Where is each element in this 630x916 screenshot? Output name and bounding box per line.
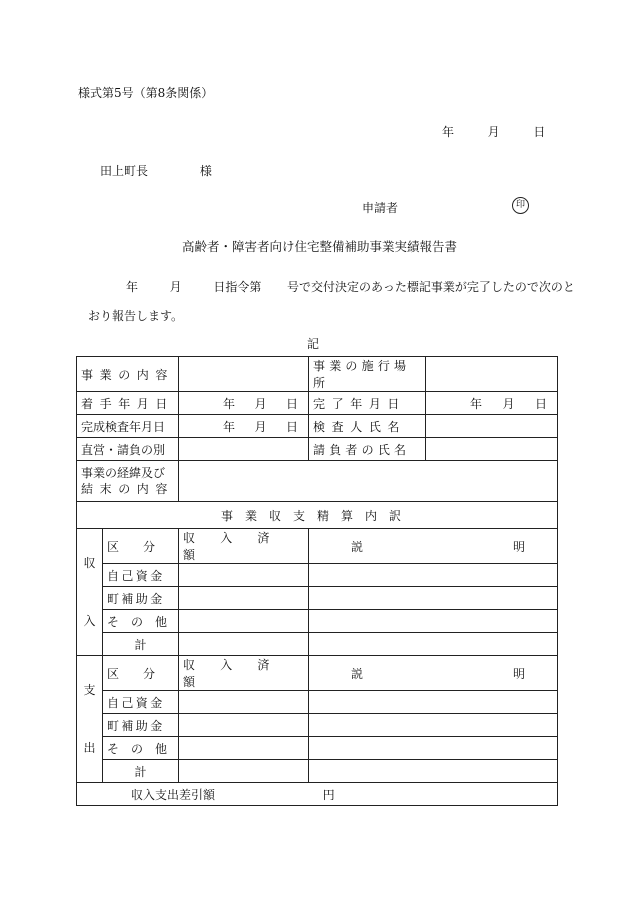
addressee-honorific: 様 — [199, 164, 212, 178]
table-row — [77, 564, 558, 587]
expense-amount-cell[interactable] — [179, 760, 309, 783]
section-title: 事業収支精算内訳 — [77, 502, 558, 529]
expense-desc-cell[interactable] — [309, 714, 558, 737]
label-history: 事業の経緯及び 結末の内容 — [77, 461, 179, 502]
table-row — [77, 357, 558, 392]
label-direct-or-contract: 直営・請負の別 — [77, 438, 179, 461]
label-inspector-name: 検査人氏名 — [309, 415, 426, 438]
table-row — [77, 691, 558, 714]
income-row-label: 町補助金 — [103, 587, 179, 610]
income-amount-cell[interactable] — [179, 564, 309, 587]
label-completion-date: 完了年月日 — [309, 392, 426, 415]
body-line-2: おり報告します。 — [88, 309, 184, 323]
table-row — [77, 656, 558, 691]
table-row — [77, 529, 558, 564]
income-side-label: 収 入 — [77, 529, 103, 656]
input-inspection-date[interactable]: 年 月 日 — [179, 415, 309, 438]
form-number: 様式第5号（第8条関係） — [78, 86, 214, 100]
body-text: 号で交付決定のあった標記事業が完了したので次のと — [287, 280, 575, 294]
input-direct-or-contract[interactable] — [179, 438, 309, 461]
table-row — [77, 587, 558, 610]
table-row — [77, 783, 558, 806]
date-day: 日 — [533, 125, 546, 139]
expense-desc-cell[interactable] — [309, 760, 558, 783]
balance-unit: 円 — [322, 787, 335, 802]
income-amount-cell[interactable] — [179, 633, 309, 656]
document-title: 高齢者・障害者向け住宅整備補助事業実績報告書 — [182, 239, 458, 254]
balance-label: 収入支出差引額 — [131, 787, 216, 802]
income-amount-cell[interactable] — [179, 610, 309, 633]
report-date — [442, 123, 545, 140]
expense-header-kubun: 区 分 — [103, 656, 179, 691]
expense-header-desc: 説 明 — [309, 656, 558, 691]
table-row — [77, 633, 558, 656]
income-header-kubun: 区 分 — [103, 529, 179, 564]
table-row — [77, 610, 558, 633]
expense-desc-cell[interactable] — [309, 737, 558, 760]
input-start-date[interactable]: 年 月 日 — [179, 392, 309, 415]
input-inspector-name[interactable] — [426, 415, 558, 438]
table-row — [77, 438, 558, 461]
input-contractor-name[interactable] — [426, 438, 558, 461]
table-row — [77, 415, 558, 438]
seal-mark: 印 — [512, 197, 529, 214]
input-history[interactable] — [179, 461, 558, 502]
label-contractor-name: 請負者の氏名 — [309, 438, 426, 461]
balance-row[interactable] — [77, 783, 558, 806]
income-desc-cell[interactable] — [309, 610, 558, 633]
income-desc-cell[interactable] — [309, 633, 558, 656]
input-completion-date[interactable]: 年 月 日 — [426, 392, 558, 415]
expense-desc-cell[interactable] — [309, 691, 558, 714]
table-row — [77, 760, 558, 783]
expense-amount-cell[interactable] — [179, 714, 309, 737]
addressee — [100, 162, 212, 179]
date-year: 年 — [442, 125, 455, 139]
ki-marker: 記 — [307, 337, 320, 351]
addressee-name: 田上町長 — [100, 164, 149, 178]
expense-row-label: 町補助金 — [103, 714, 179, 737]
body-order: 日指令第 — [213, 280, 262, 294]
label-start-date: 着手年月日 — [77, 392, 179, 415]
table-row — [77, 502, 558, 529]
expense-row-label: そ の 他 — [103, 737, 179, 760]
applicant-label: 申請者 — [362, 201, 399, 215]
table-row — [77, 714, 558, 737]
date-month: 月 — [487, 125, 500, 139]
income-desc-cell[interactable] — [309, 564, 558, 587]
table-row — [77, 737, 558, 760]
table-row — [77, 461, 558, 502]
income-row-label: そ の 他 — [103, 610, 179, 633]
expense-amount-cell[interactable] — [179, 691, 309, 714]
income-header-desc: 説 明 — [309, 529, 558, 564]
body-month: 月 — [169, 280, 182, 294]
income-header-amount: 収 入 済 額 — [179, 529, 309, 564]
expense-total-label: 計 — [103, 760, 179, 783]
input-project-site[interactable] — [426, 357, 558, 392]
body-year: 年 — [126, 280, 139, 294]
expense-row-label: 自己資金 — [103, 691, 179, 714]
label-inspection-date: 完成検査年月日 — [77, 415, 179, 438]
expense-header-amount: 収 入 済 額 — [179, 656, 309, 691]
input-project-content[interactable] — [179, 357, 309, 392]
income-row-label: 自己資金 — [103, 564, 179, 587]
expense-amount-cell[interactable] — [179, 737, 309, 760]
expense-side-label: 支 出 — [77, 656, 103, 783]
label-project-content: 事業の内容 — [77, 357, 179, 392]
income-total-label: 計 — [103, 633, 179, 656]
income-desc-cell[interactable] — [309, 587, 558, 610]
report-table — [76, 356, 558, 806]
table-row — [77, 392, 558, 415]
label-project-site: 事業の施行場所 — [309, 357, 426, 392]
income-amount-cell[interactable] — [179, 587, 309, 610]
body-line-1 — [126, 278, 575, 295]
